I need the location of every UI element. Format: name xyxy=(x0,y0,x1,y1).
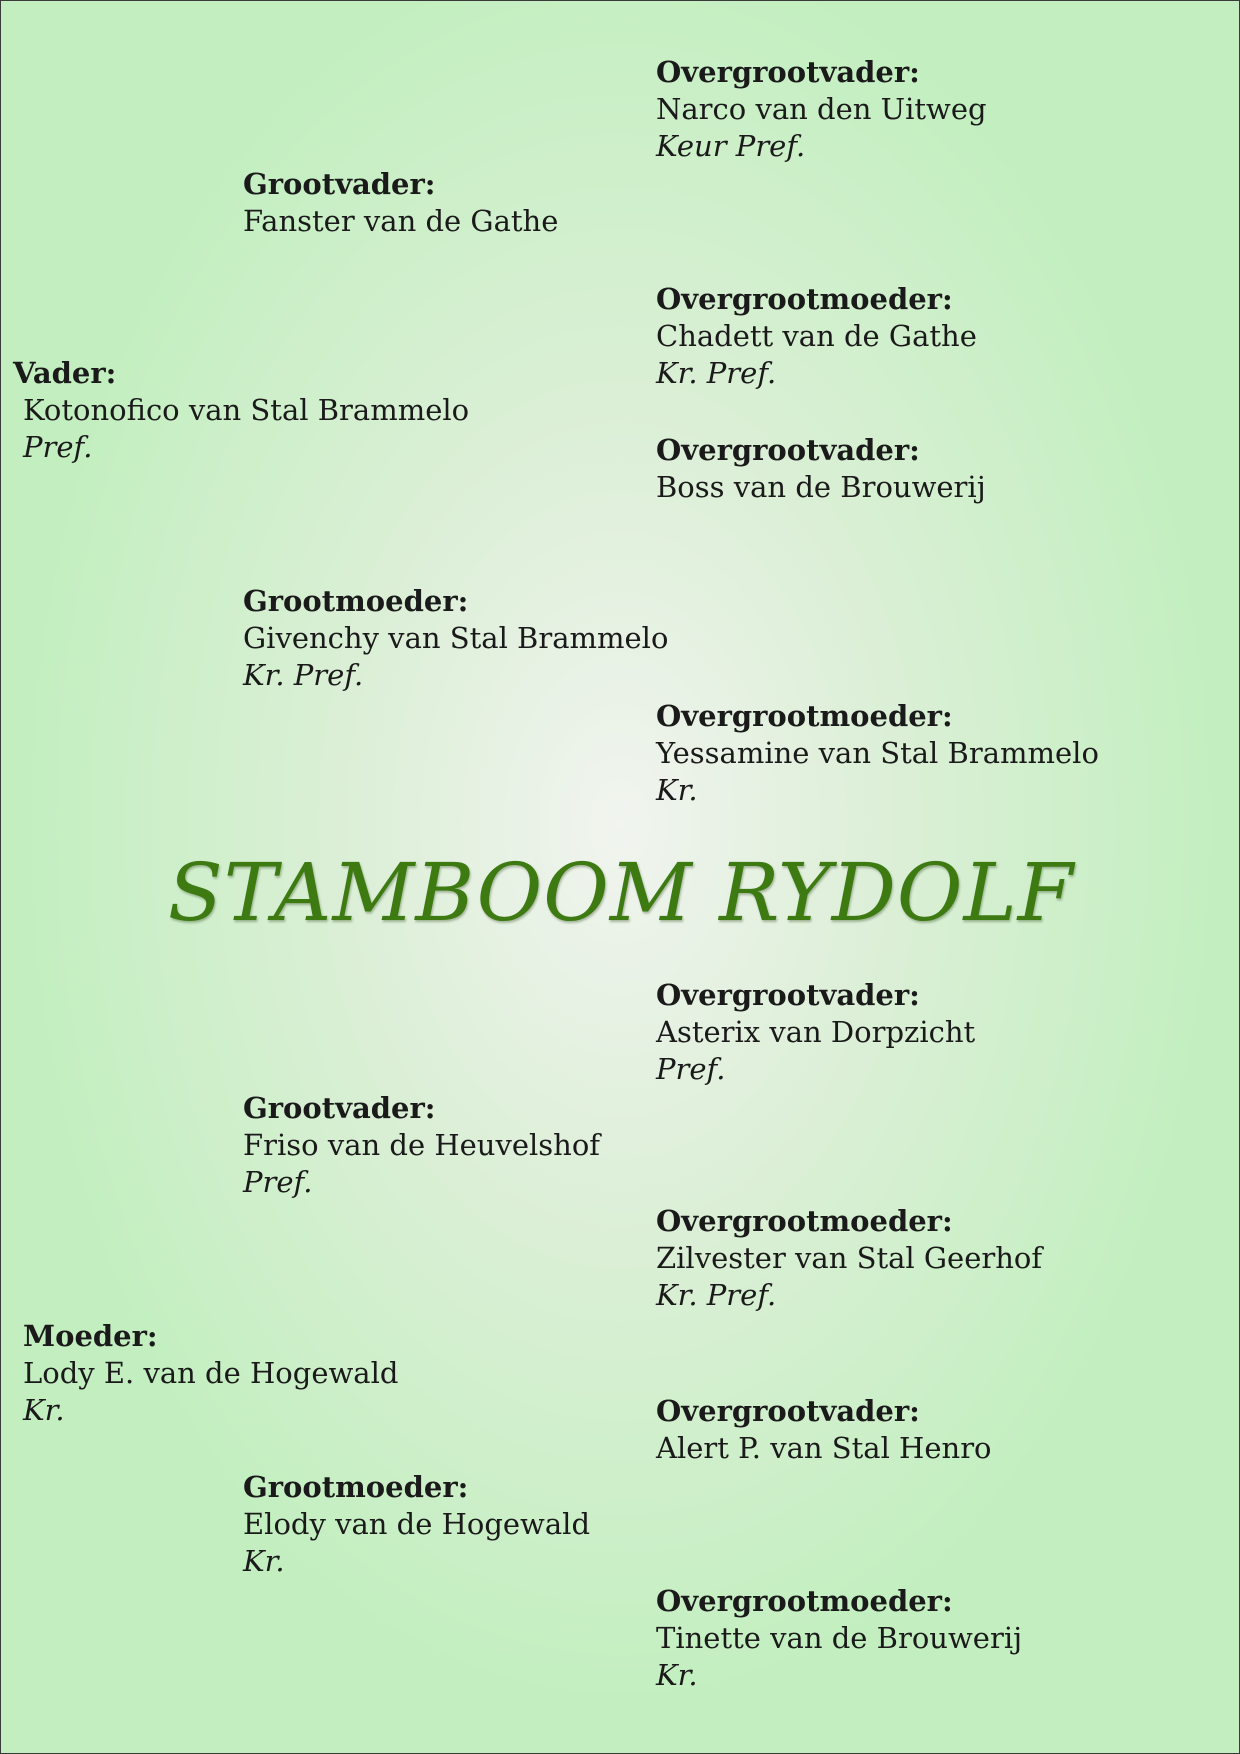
predicate: Pref. xyxy=(243,1165,313,1199)
role-label: Grootmoeder: xyxy=(243,584,469,618)
role-label: Overgrootvader: xyxy=(656,978,920,1012)
entry-great-grandfather-2 xyxy=(656,432,986,506)
predicate: Kr. Pref. xyxy=(656,356,777,390)
predicate: Kr. xyxy=(23,1393,65,1427)
horse-name: Elody van de Hogewald xyxy=(243,1507,591,1541)
horse-name: Narco van den Uitweg xyxy=(656,92,987,126)
entry-great-grandmother-4 xyxy=(656,1583,1022,1694)
entry-dam xyxy=(23,1318,398,1429)
entry-sire xyxy=(13,355,469,466)
role-label: Overgrootmoeder: xyxy=(656,699,953,733)
role-label: Overgrootmoeder: xyxy=(656,282,953,316)
horse-name: Alert P. van Stal Henro xyxy=(656,1431,992,1465)
horse-name: Givenchy van Stal Brammelo xyxy=(243,621,669,655)
horse-name: Lody E. van de Hogewald xyxy=(23,1356,399,1390)
horse-name: Kotonofico van Stal Brammelo xyxy=(23,393,470,427)
predicate: Pref. xyxy=(23,430,93,464)
predicate: Kr. xyxy=(243,1544,285,1578)
predicate: Keur Pref. xyxy=(656,129,806,163)
predicate: Kr. Pref. xyxy=(243,658,364,692)
predicate: Kr. Pref. xyxy=(656,1278,777,1312)
entry-great-grandfather-3 xyxy=(656,977,975,1088)
entry-great-grandmother-1 xyxy=(656,281,977,392)
predicate: Kr. xyxy=(656,773,698,807)
horse-name: Chadett van de Gathe xyxy=(656,319,977,353)
entry-grandmother-1 xyxy=(243,583,668,694)
entry-grandmother-2 xyxy=(243,1469,590,1580)
horse-name: Yessamine van Stal Brammelo xyxy=(656,736,1099,770)
role-label: Overgrootvader: xyxy=(656,433,920,467)
role-label: Grootmoeder: xyxy=(243,1470,469,1504)
role-label: Vader: xyxy=(13,356,117,390)
role-label: Overgrootvader: xyxy=(656,1394,920,1428)
horse-name: Fanster van de Gathe xyxy=(243,204,559,238)
role-label: Overgrootmoeder: xyxy=(656,1584,953,1618)
entry-grandfather-2 xyxy=(243,1090,600,1201)
predicate: Kr. xyxy=(656,1658,698,1692)
entry-great-grandmother-3 xyxy=(656,1203,1042,1314)
horse-name: Zilvester van Stal Geerhof xyxy=(656,1241,1043,1275)
horse-name: Asterix van Dorpzicht xyxy=(656,1015,976,1049)
role-label: Overgrootmoeder: xyxy=(656,1204,953,1238)
entry-great-grandfather-1 xyxy=(656,54,987,165)
entry-great-grandfather-4 xyxy=(656,1393,992,1467)
horse-name: Boss van de Brouwerij xyxy=(656,470,986,504)
predicate: Pref. xyxy=(656,1052,726,1086)
pedigree-title: STAMBOOM RYDOLF xyxy=(167,846,1075,939)
role-label: Overgrootvader: xyxy=(656,55,920,89)
role-label: Moeder: xyxy=(23,1319,158,1353)
role-label: Grootvader: xyxy=(243,1091,436,1125)
horse-name: Friso van de Heuvelshof xyxy=(243,1128,601,1162)
entry-great-grandmother-2 xyxy=(656,698,1099,809)
role-label: Grootvader: xyxy=(243,167,436,201)
entry-grandfather-1 xyxy=(243,166,558,240)
horse-name: Tinette van de Brouwerij xyxy=(656,1621,1023,1655)
